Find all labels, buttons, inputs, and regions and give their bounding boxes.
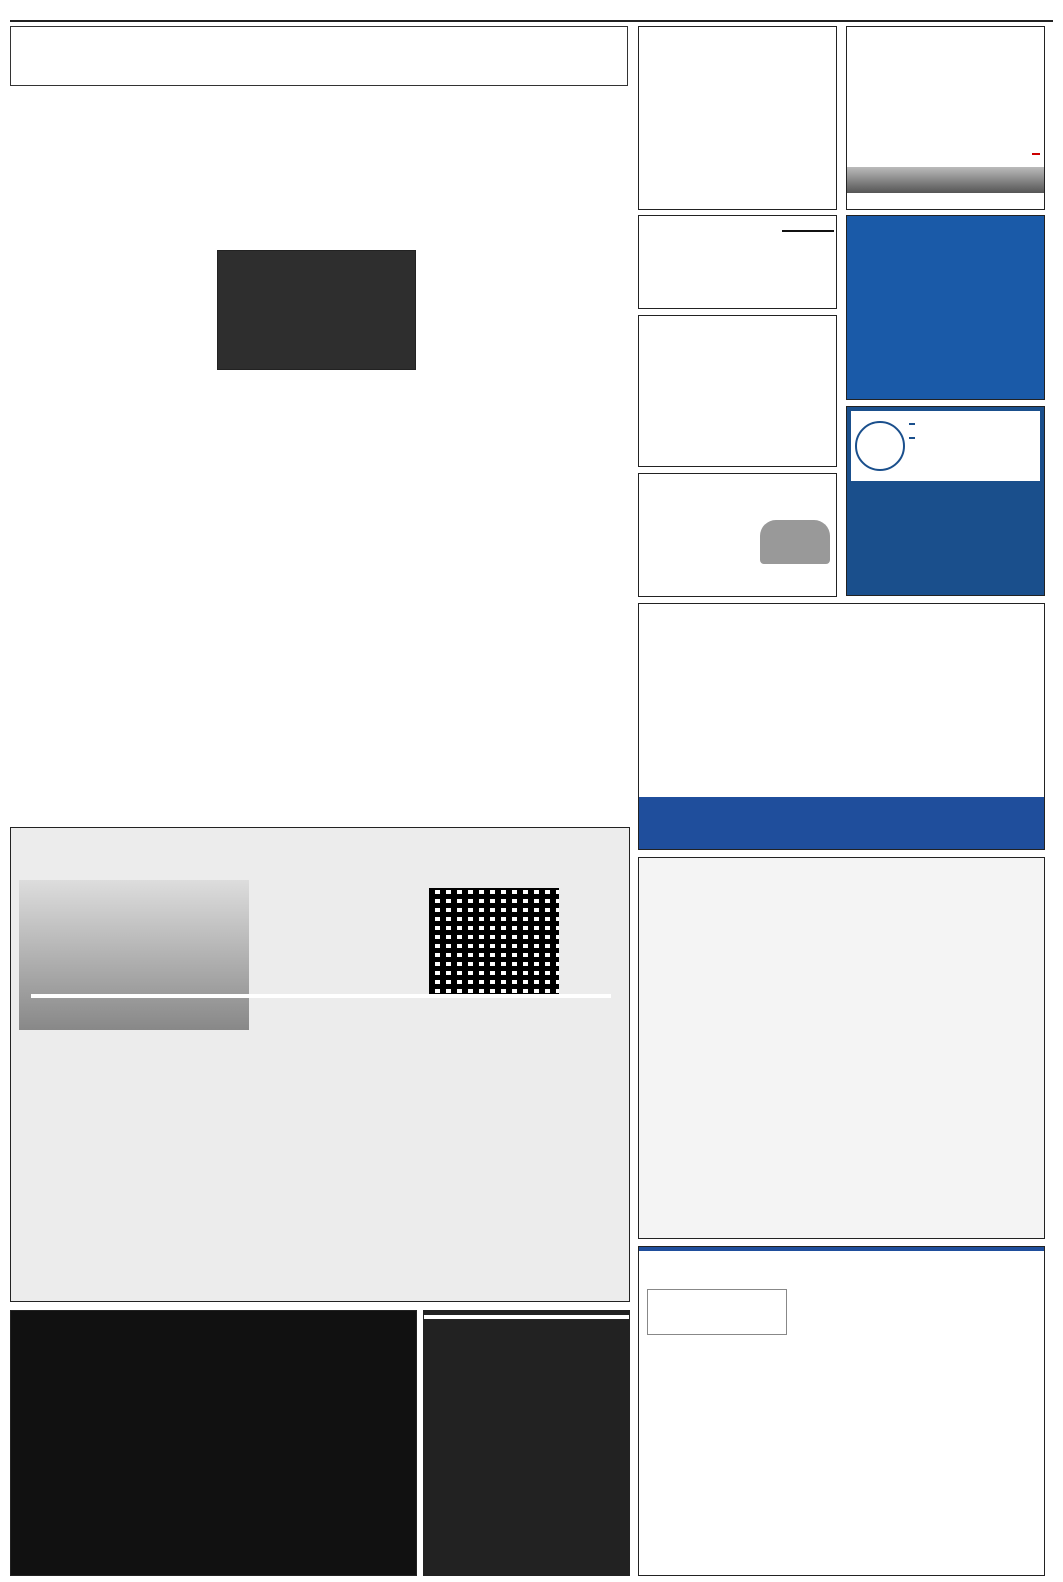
section-title: [10, 26, 628, 86]
elderly-woman-photo: [19, 880, 249, 1030]
potato-ad: [217, 250, 416, 370]
granite-ad: [423, 1310, 630, 1576]
beton-ad-3: [846, 406, 1045, 596]
erip-ad: [638, 1246, 1045, 1576]
qr-code-icon[interactable]: [429, 888, 559, 998]
beton-ad-1: [638, 315, 837, 467]
fraud-warning: [10, 827, 630, 1302]
page-header: [10, 0, 1053, 22]
installment-badge: [1032, 153, 1040, 155]
classifieds-column-3: [423, 90, 628, 818]
beton-ad-2: [846, 215, 1045, 400]
taxi-ad: [638, 473, 837, 597]
funeral-ad: [10, 1310, 417, 1576]
erip-logo: [647, 1289, 787, 1335]
car-image: [760, 520, 830, 564]
house-image: [847, 167, 1044, 193]
wells-ad: [638, 215, 837, 309]
zabory-ad-2: [846, 26, 1045, 210]
classifieds-column-2-top: [217, 90, 417, 248]
classifieds-column-2-bottom: [217, 378, 417, 818]
fair-ad: [638, 857, 1045, 1239]
dsi-beton-ad: [638, 603, 1045, 850]
classifieds-column-1: [10, 90, 210, 818]
brand-logo: [855, 421, 905, 471]
zabory-ad-1: [638, 26, 837, 210]
